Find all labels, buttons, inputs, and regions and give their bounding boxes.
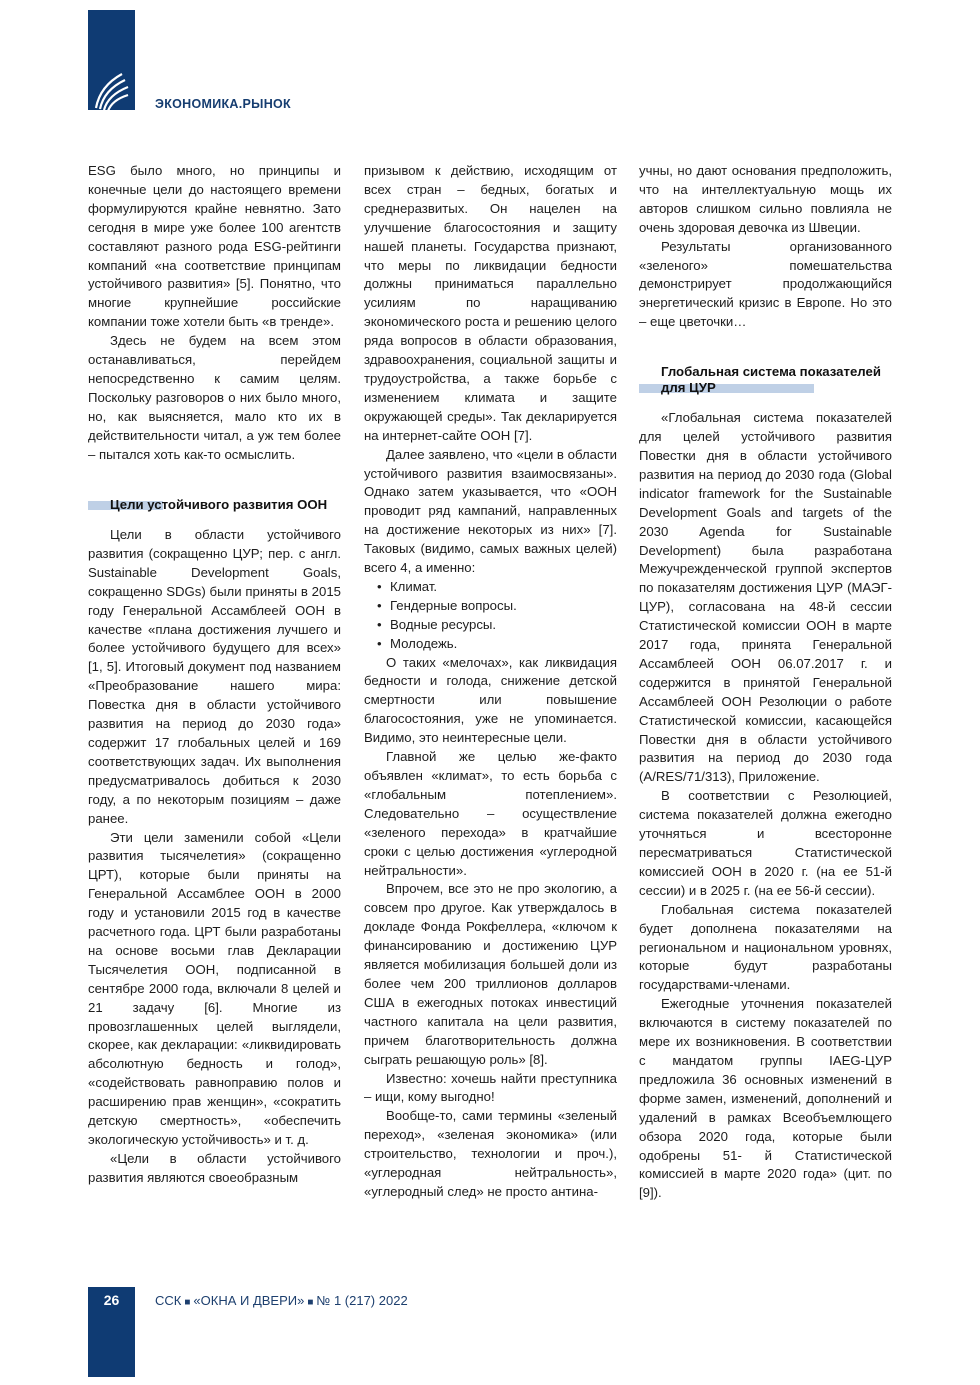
footer-issue: № 1 (217) 2022 [316,1293,408,1308]
footer-publisher: ССК [155,1293,182,1308]
paragraph: «Глобальная система показателей для целей устойчивого развития Повестки дня в области устойчивого развития на период до 2030 года (Global indicator framework for the Sustainable Development Goals and targets of the 2030 Agenda for Sustainable Development) была разработана Межучрежденческой группой экспертов по показателям достижения ЦУР (МАЭГ-ЦУР), согласована на 48-й сессии Статистической комиссии ООН в марте 2017 года, принята Генеральной Ассамблеей ООН 06.07.2017 г. и содержится в принятой Генеральной Ассамблеей ООН Резолюции о работе Статистической комиссии, касающейся Повестки дня в области устойчивого развития на период до 2030 года (A/RES/71/313), Приложение. [639,410,892,785]
paragraph: ESG было много, но принципы и конечные цели до настоящего времени формулируются крайне невнятно. Зато сегодня в мире уже более 100 агентств составляют разного рода ESG-рейтинги компаний «на соответствие принципам устойчивого развития» [5]. Понятно, что многие крупнейшие российские компании тоже хотели быть «в тренде». [88,163,341,330]
footer-bar [88,1287,135,1377]
square-icon: ■ [184,1297,191,1308]
paragraph: учны, но дают основания предположить, что на интеллектуальную мощь их авторов слишком сильно повлияла не очень здоровая девочка из Швеции. [639,163,892,235]
paragraph: Далее заявлено, что «цели в области устойчивого развития взаимосвязаны». Однако затем указывается, что «ООН проводит ряд кампаний, направленных на достижение некоторых из них» [7]. Таковых (видимо, самых важных целей) всего 4, а именно: [364,446,617,576]
list-item: • Гендерные вопросы. [390,597,617,616]
paragraph: Главной же целью же-факто объявлен «климат», то есть борьба с «глобальным потеплением». Следовательно – осуществление «зеленого перехода» в кратчайшие сроки с целью достижения «углеродной нейтральности». [364,749,617,878]
paragraph: Известно: хочешь найти преступника – ищи, кому выгодно! [364,1070,617,1105]
journal-logo-icon [92,68,130,114]
bullet-list [364,578,617,654]
column-1 [88,162,341,1188]
paragraph: В соответствии с Резолюцией, система показателей должна ежегодно уточняться и всесторонне пересматриваться Статистической комиссией ООН в 2020 г. (на ее 51-й сессии) и в 2025 г. (на ее 56-й сессии). [639,788,892,898]
paragraph: Вообще-то, сами термины «зеленый переход», «зеленая экономика» (или строительство, технологии и проч.), «углеродная нейтральность», «углеродный след» не просто антина- [364,1108,617,1199]
list-item: • Водные ресурсы. [390,616,617,635]
paragraph: Глобальная система показателей будет дополнена показателями на региональном и национальном уровнях, которые будут разработаны государствами-членами. [639,901,892,993]
paragraph: «Цели в области устойчивого развития являются своеобразным [88,1150,341,1185]
paragraph: Ежегодные уточнения показателей включаются в систему показателей по мере их возникновения. В соответствии с мандатом группы IAEG-ЦУР предложила 36 основных изменений в форме замен, изменений, дополнений и удалений в рамках Всеобъемлющего обзора 2020 года, которые были одобрены 51- й Статистической комиссией в марте 2020 года» (цит. по [9]). [639,996,892,1201]
square-icon: ■ [307,1297,314,1308]
section-title: ЭКОНОМИКА.РЫНОК [155,97,291,111]
page-number: 26 [103,1292,120,1308]
column-3 [639,162,892,1203]
list-item: • Климат. [390,578,617,597]
footer-journal-name: «ОКНА И ДВЕРИ» [193,1293,305,1308]
header-logo-bar [88,10,135,110]
column-2 [364,162,617,1202]
footer-journal-info [155,1293,408,1308]
paragraph: Результаты организованного «зеленого» помешательства демонстрирует продолжающийся энергетический кризис в Европе. Но это – еще цветочки… [639,238,892,330]
subheading: Цели устойчивого развития ООН [88,497,341,513]
paragraph: призывом к действию, исходящим от всех стран – бедных, богатых и среднеразвитых. Он нацелен на улучшение благосостояния и защиту нашей планеты. Государства признают, что меры по ликвидации бедности должны приниматься параллельно усилиям по наращиванию экономического роста и решению целого ряда вопросов в области образования, здравоохранения, социальной защиты и трудоустройства, а также борьбе с изменением климата и защите окружающей среды». Так декларируется на интернет-сайте ООН [7]. [364,163,617,443]
paragraph: Цели в области устойчивого развития (сокращенно ЦУР; пер. с англ. Sustainable Development Goals, сокращенно SDGs) были приняты в 2015 году Генеральной Ассамблеей ООН в качестве «плана достижения лучшего и более устойчивого будущего для всех» [1, 5]. Итоговый документ под названием «Преобразование нашего мира: Повестка дня в области устойчивого развития на период до 2030 года» содержит 17 глобальных целей и 169 соответствующих задач. Их выполнения предусматривалось добиться к 2030 году, а по некоторым позициям – даже ранее. [88,527,341,826]
paragraph: Здесь не будем на всем этом останавливаться, перейдем непосредственно к самим целям. Поскольку разговоров о них было много, но, как выясняется, мало кто их в действительности читал, а уж тем более – пытался хоть как-то осмыслить. [88,333,341,462]
list-item: • Молодежь. [390,635,617,654]
paragraph: Эти цели заменили собой «Цели развития тысячелетия» (сокращенно ЦРТ), которые были приняты на Генеральной Ассамблее ООН в 2000 году и установили 2015 год в качестве расчетного года. ЦРТ были разработаны на основе восьми глав Декларации Тысячелетия ООН, подписанной в сентябре 2000 года, включали 8 целей и 21 задачу [6]. Многие из провозглашенных целей выглядели, скорее, как декларации: «ликвидировать абсолютную бедность и голод», «содействовать равноправию полов и расширению прав женщин», «сократить детскую смертность», «обеспечить экологическую устойчивость» и т. д. [88,829,341,1147]
paragraph: Впрочем, все это не про экологию, а совсем про другое. Как утверждалось в докладе Фонда Рокфеллера, «ключом к финансированию и достижению ЦУР является мобилизация большей доли из более чем 200 триллионов долларов США в ежегодных потоках инвестиций частного капитала на цели развития, причем благотворительность должна сыграть решающую роль» [8]. [364,881,617,1067]
subheading: Глобальная система показателей для ЦУР [639,364,892,395]
paragraph: О таких «мелочах», как ликвидация бедности и голода, снижение детской смертности или повышение благосостояния, уже не упоминается. Видимо, это неинтересные цели. [364,654,617,746]
